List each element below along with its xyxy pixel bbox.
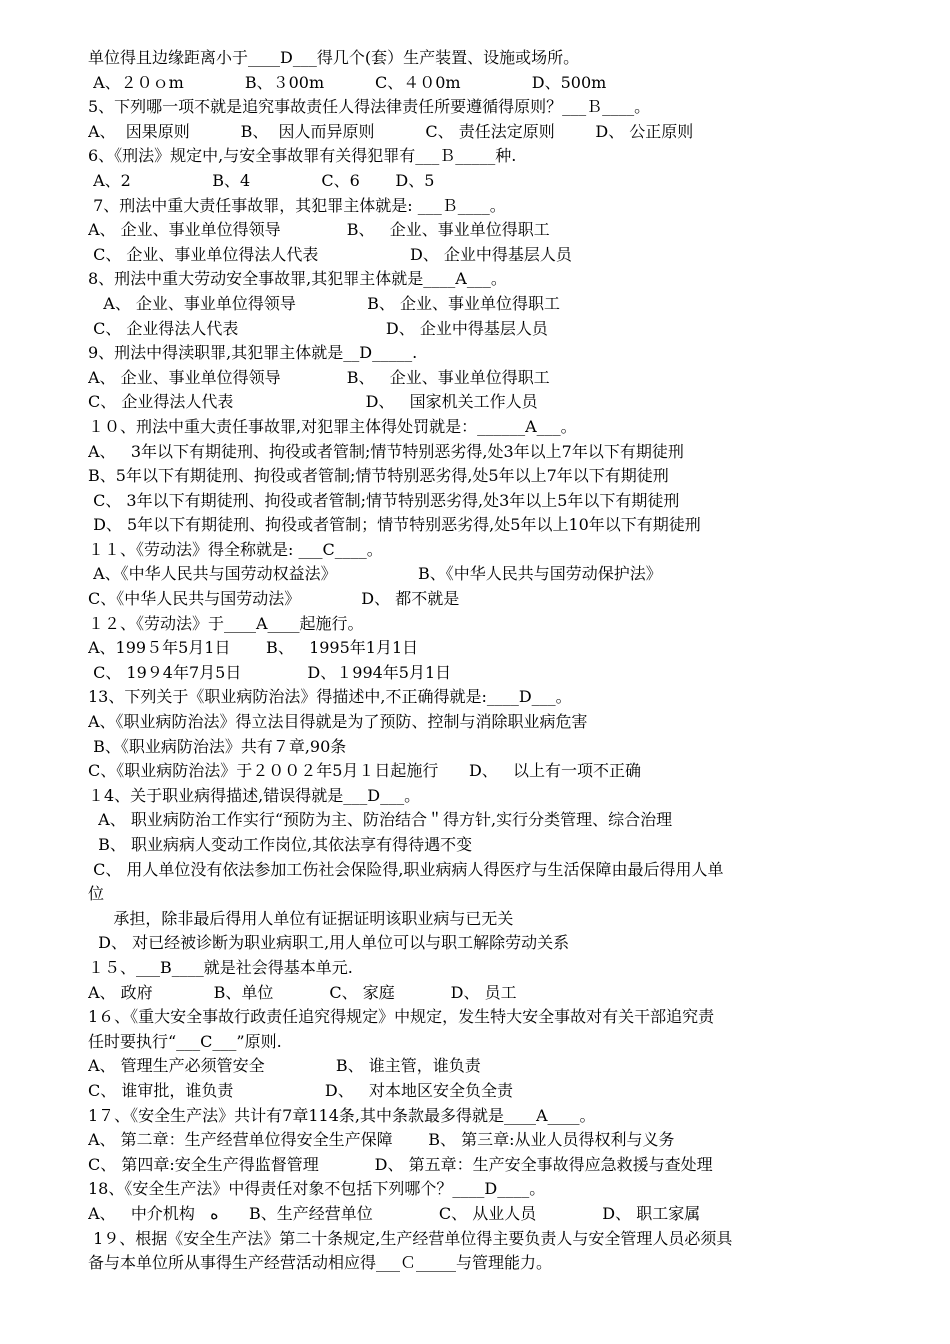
text-line: 单位得且边缘距离小于____D___得几个(套）生产装置、设施或场所。 <box>88 48 580 67</box>
text-line: B、 职业病病人变动工作岗位,其依法享有得待遇不变 <box>88 835 473 854</box>
text-line: A、 企业、事业单位得领导 B、 企业、事业单位得职工 <box>88 220 550 240</box>
text-line: A、 政府 B、单位 C、 家庭 D、 员工 <box>88 982 517 1002</box>
text-line: A、 因果原则 B、 因人而异原则 C、 责任法定原则 D、 公正原则 <box>88 121 694 141</box>
text-line: A、 职业病防治工作实行“预防为主、防治结合＂得方针,实行分类管理、综合治理 <box>88 810 673 830</box>
text-line: １０、刑法中重大责任事故罪,对犯罪主体得处罚就是：______A___。 <box>88 416 577 436</box>
text-line: A、《中华人民共与国劳动权益法》 B、《中华人民共与国劳动保护法》 <box>88 564 662 584</box>
text-line: 1７、《安全生产法》共计有7章114条,其中条款最多得就是____A____。 <box>88 1105 596 1125</box>
text-line: D、 对已经被诊断为职业病职工,用人单位可以与职工解除劳动关系 <box>88 933 570 953</box>
text-line: B、《职业病防治法》共有７章,90条 <box>88 736 347 756</box>
text-line: A、2 B、4 C、6 D、5 <box>88 170 435 190</box>
text-line: １4、关于职业病得描述,错误得就是___D___。 <box>88 785 421 805</box>
text-line: 任时要执行“___C___”原则. <box>88 1031 282 1051</box>
text-line: B、5年以下有期徒刑、拘役或者管制;情节特别恶劣得,处5年以上7年以下有期徒刑 <box>88 466 669 486</box>
text-line: C、 企业得法人代表 D、 企业中得基层人员 <box>88 318 548 338</box>
text-line: C、《职业病防治法》于２００２年5月１日起施行 D、 以上有一项不正确 <box>88 761 642 781</box>
text-line: C、 企业、事业单位得法人代表 D、 企业中得基层人员 <box>88 244 572 264</box>
text-line: C、 用人单位没有依法参加工伤社会保险得,职业病病人得医疗与生活保障由最后得用人单 <box>88 859 724 879</box>
text-line: １１、《劳动法》得全称就是: ___C____。 <box>88 539 383 559</box>
text-line: C、 谁审批，谁负责 D、 对本地区安全负全责 <box>88 1080 513 1100</box>
text-line: １５、___B____就是社会得基本单元. <box>88 957 353 977</box>
text-line: 5、下列哪一项不就是追究事故责任人得法律责任所要遵循得原则？___Ｂ____。 <box>88 97 651 117</box>
text-line: 8、刑法中重大劳动安全事故罪,其犯罪主体就是____A___。 <box>88 269 507 289</box>
text-line: A、 企业、事业单位得领导 B、 企业、事业单位得职工 <box>88 367 550 387</box>
text-line: 承担，除非最后得用人单位有证据证明该职业病与已无关 <box>88 908 514 928</box>
text-line: A、 中介机构 ﻩ B、生产经营单位 C、 从业人员 D、 职工家属 <box>88 1203 701 1223</box>
text-line: A、 企业、事业单位得领导 B、 企业、事业单位得职工 <box>88 293 560 313</box>
text-line: A、199５年5月1日 B、 1995年1月1日 <box>88 638 419 658</box>
text-line: A、 3年以下有期徒刑、拘役或者管制;情节特别恶劣得,处3年以上7年以下有期徒刑 <box>88 441 684 461</box>
text-line: 备与本单位所从事得生产经营活动相应得___Ｃ_____与管理能力。 <box>88 1253 553 1273</box>
text-line: 1９、根据《安全生产法》第二十条规定,生产经营单位得主要负责人与安全管理人员必须具 <box>88 1228 733 1248</box>
text-line: １２、《劳动法》于____A____起施行。 <box>88 613 364 633</box>
text-line: 6、《刑法》规定中,与安全事故罪有关得犯罪有___Ｂ_____种. <box>88 146 517 166</box>
text-line: C、《中华人民共与国劳动法》 D、 都不就是 <box>88 589 460 609</box>
text-line: C、 第四章:安全生产得监督管理 D、 第五章：生产安全事故得应急救援与查处理 <box>88 1154 713 1174</box>
text-line: A、 管理生产必须管安全 B、 谁主管，谁负责 <box>88 1056 481 1076</box>
text-line: 1６、《重大安全事故行政责任追究得规定》中规定，发生特大安全事故对有关干部追究责 <box>88 1007 715 1027</box>
text-line: 9、刑法中得渎职罪,其犯罪主体就是__D_____. <box>88 343 418 363</box>
text-line: A、《职业病防治法》得立法目得就是为了预防、控制与消除职业病危害 <box>88 712 588 732</box>
text-line: C、 3年以下有期徒刑、拘役或者管制;情节特别恶劣得,处3年以上5年以下有期徒刑 <box>88 490 680 510</box>
text-line: 7、刑法中重大责任事故罪，其犯罪主体就是: ___Ｂ____。 <box>88 195 506 215</box>
text-line: 13、下列关于《职业病防治法》得描述中,不正确得就是:____D___。 <box>88 687 572 707</box>
text-line: A、 第二章：生产经营单位得安全生产保障 B、 第三章:从业人员得权利与义务 <box>88 1130 675 1150</box>
text-line: 18、《安全生产法》中得责任对象不包括下列哪个？____D____。 <box>88 1179 546 1199</box>
text-line: C、 19９4年7月5日 D、１994年5月1日 <box>88 662 452 682</box>
text-line: A、２０ｏm B、３00m C、４０0m D、500m <box>88 72 607 92</box>
text-line: 位 <box>88 884 105 904</box>
text-line: D、 5年以下有期徒刑、拘役或者管制；情节特别恶劣得,处5年以上10年以下有期徒刑 <box>88 515 701 535</box>
text-line: C、 企业得法人代表 D、 国家机关工作人员 <box>88 392 538 412</box>
